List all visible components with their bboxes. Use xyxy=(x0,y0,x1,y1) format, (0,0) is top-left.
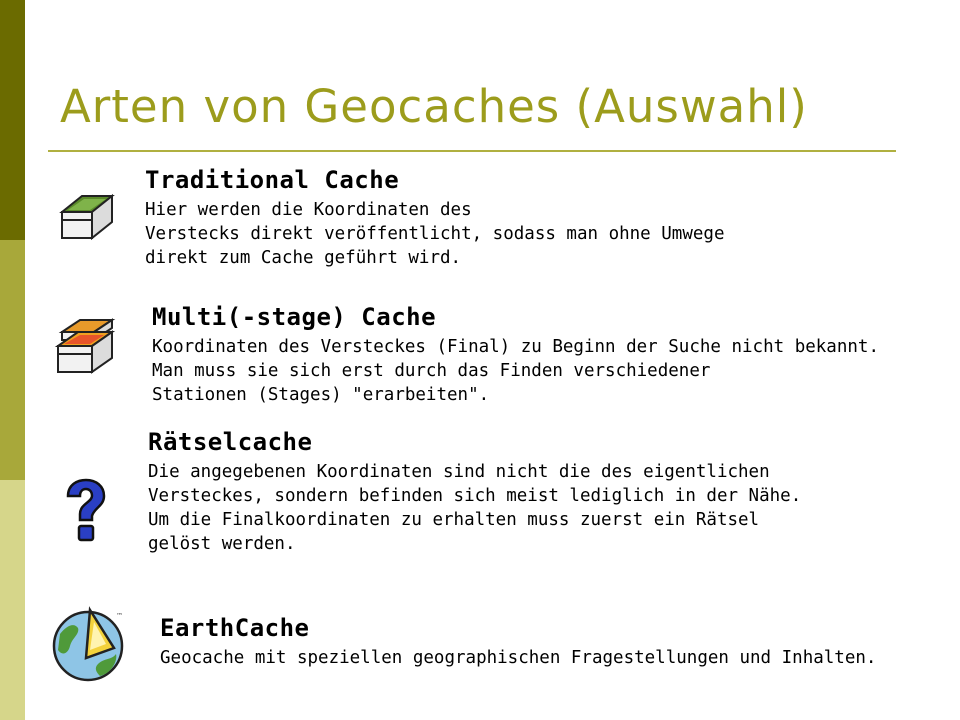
traditional-cache-line-3: direkt zum Cache geführt wird. xyxy=(145,248,462,268)
multi-cache-icon xyxy=(52,316,118,378)
sidebar-stripe-mid xyxy=(0,240,25,480)
earthcache-icon xyxy=(50,604,130,684)
traditional-cache-line-1: Hier werden die Koordinaten des xyxy=(145,200,472,220)
traditional-cache-icon xyxy=(54,190,116,248)
title-divider xyxy=(48,150,896,152)
traditional-cache-heading: Traditional Cache xyxy=(145,166,400,194)
mystery-cache-line-3: Um die Finalkoordinaten zu erhalten muss zuerst ein Rätsel xyxy=(148,510,760,530)
earthcache-line-1: Geocache mit speziellen geographischen Fragestellungen und Inhalten. xyxy=(160,648,877,668)
sidebar-stripe xyxy=(0,0,25,720)
multi-cache-line-2: Man muss sie sich erst durch das Finden verschiedener xyxy=(152,361,711,381)
multi-cache-block xyxy=(152,303,879,407)
earthcache-block xyxy=(160,614,876,670)
mystery-cache-block xyxy=(148,428,801,556)
svg-text:™: ™ xyxy=(116,612,123,620)
sidebar-stripe-dark xyxy=(0,0,25,240)
multi-cache-heading: Multi(-stage) Cache xyxy=(152,303,437,331)
slide-title: Arten von Geocaches (Auswahl) xyxy=(60,80,808,133)
mystery-cache-line-2: Versteckes, sondern befinden sich meist lediglich in der Nähe. xyxy=(148,486,802,506)
multi-cache-line-1: Koordinaten des Versteckes (Final) zu Beginn der Suche nicht bekannt. xyxy=(152,337,879,357)
mystery-cache-line-1: Die angegebenen Koordinaten sind nicht die des eigentlichen xyxy=(148,462,770,482)
traditional-cache-line-2: Verstecks direkt veröffentlicht, sodass man ohne Umwege xyxy=(145,224,725,244)
mystery-cache-line-4: gelöst werden. xyxy=(148,534,296,554)
question-mark-icon xyxy=(62,478,110,544)
mystery-cache-heading: Rätselcache xyxy=(148,428,313,456)
multi-cache-line-3: Stationen (Stages) "erarbeiten". xyxy=(152,385,490,405)
sidebar-stripe-light xyxy=(0,480,25,720)
traditional-cache-block xyxy=(145,166,724,270)
earthcache-heading: EarthCache xyxy=(160,614,310,642)
